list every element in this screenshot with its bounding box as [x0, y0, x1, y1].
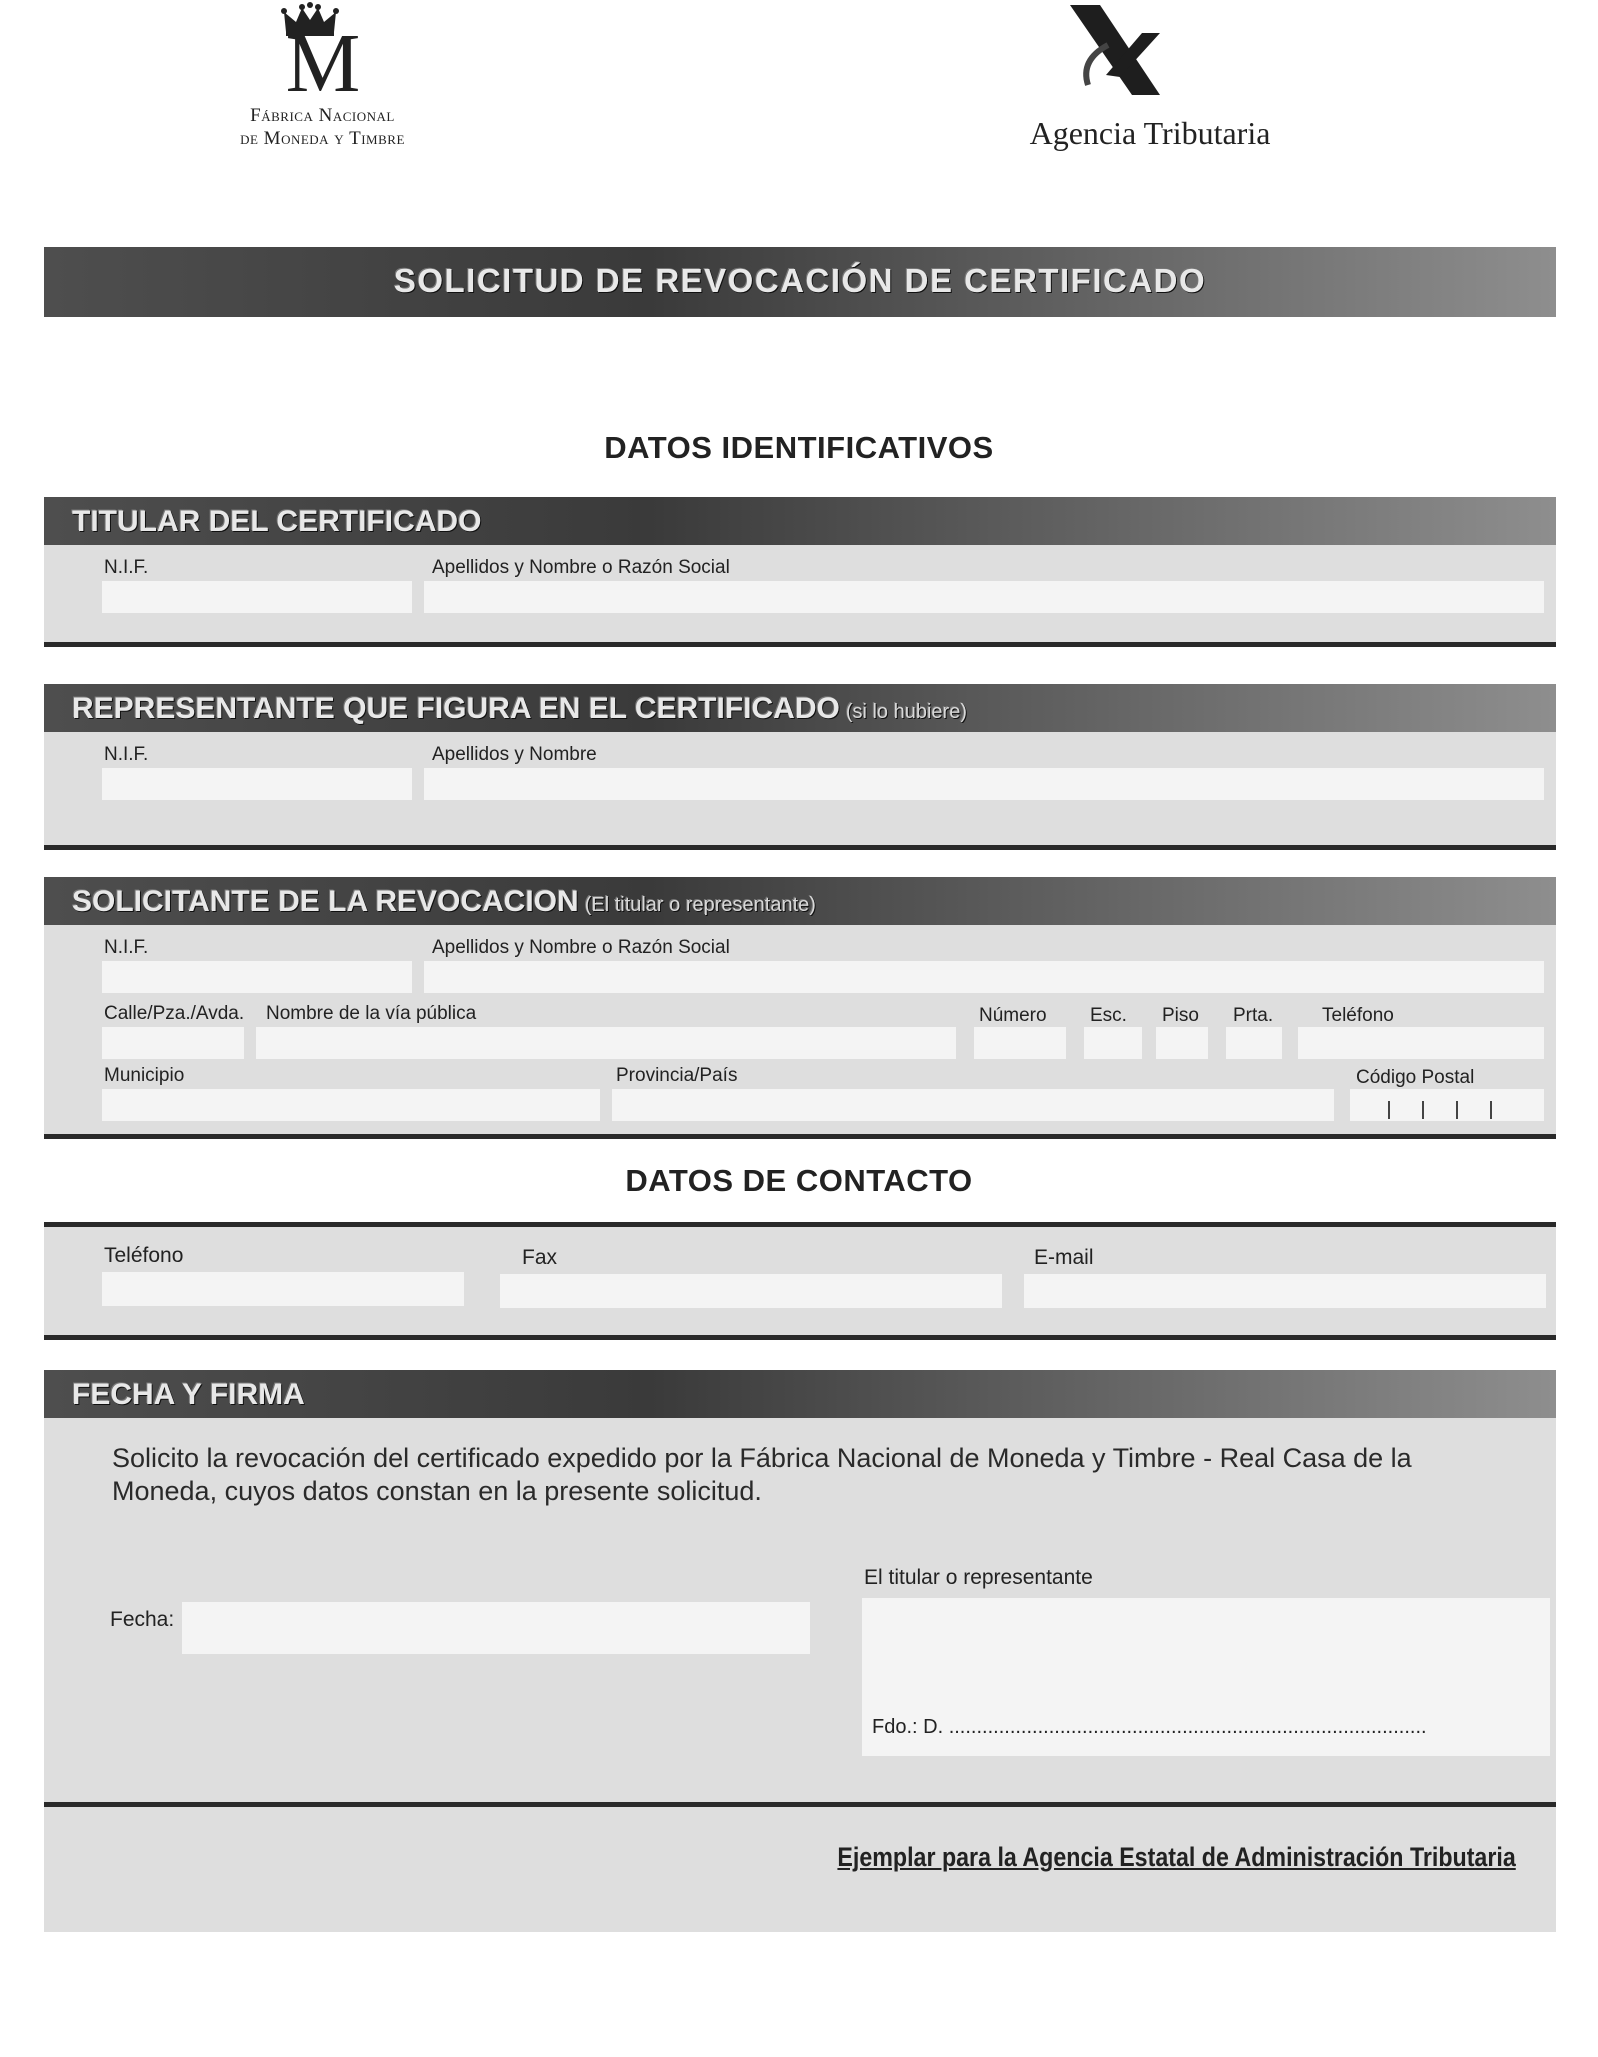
esc-label: Esc.: [1090, 1005, 1127, 1026]
divider: [44, 1222, 1556, 1227]
solicitante-phone-label: Teléfono: [1322, 1005, 1394, 1026]
prta-field[interactable]: [1226, 1027, 1282, 1059]
postal-digit-tick: [1456, 1101, 1458, 1119]
agency-emblem-icon: [1050, 5, 1190, 95]
municipio-label: Municipio: [104, 1065, 185, 1086]
prta-label: Prta.: [1233, 1005, 1274, 1026]
representante-nif-label: N.I.F.: [104, 744, 149, 765]
representante-title: REPRESENTANTE QUE FIGURA EN EL CERTIFICADO: [72, 692, 840, 725]
postal-digit-tick: [1422, 1101, 1424, 1119]
municipio-field[interactable]: [102, 1089, 600, 1121]
datos-identificativos-heading: DATOS IDENTIFICATIVOS: [604, 430, 994, 465]
street-type-field[interactable]: [102, 1027, 244, 1059]
titular-nif-label: N.I.F.: [104, 557, 149, 578]
representante-name-label: Apellidos y Nombre: [432, 744, 597, 765]
titular-name-field[interactable]: [424, 581, 1544, 613]
provincia-field[interactable]: [612, 1089, 1334, 1121]
signer-label: El titular o representante: [864, 1566, 1093, 1589]
fecha-firma-title: FECHA Y FIRMA: [72, 1378, 305, 1411]
form-title-bar: [44, 247, 1556, 317]
divider: [44, 845, 1556, 850]
solicitante-title: SOLICITANTE DE LA REVOCACION: [72, 885, 579, 918]
representante-nif-field[interactable]: [102, 768, 412, 800]
representante-panel: [44, 684, 1556, 850]
postal-label: Código Postal: [1356, 1067, 1475, 1088]
provincia-label: Provincia/País: [616, 1065, 738, 1086]
contact-email-label: E-mail: [1034, 1246, 1094, 1269]
contact-phone-field[interactable]: [102, 1272, 464, 1306]
piso-label: Piso: [1162, 1005, 1199, 1026]
fecha-firma-bar: [44, 1370, 1556, 1418]
agency-name: Agencia Tributaria: [1029, 115, 1271, 151]
esc-field[interactable]: [1084, 1027, 1142, 1059]
representante-subtitle: (si lo hubiere): [845, 701, 967, 723]
divider: [44, 642, 1556, 647]
street-type-label: Calle/Pza./Avda.: [104, 1003, 245, 1024]
postal-digit-tick: [1490, 1101, 1492, 1119]
postal-field[interactable]: [1350, 1089, 1544, 1121]
representante-name-field[interactable]: [424, 768, 1544, 800]
fecha-firma-panel: [44, 1370, 1556, 1932]
date-label: Fecha:: [110, 1608, 175, 1631]
revocation-statement: Solicito la revocación del certificado expedido por la Fábrica Nacional de Moneda y Timbre - Real Casa de la Moneda, cuyos datos constan en la presente solicitud.: [112, 1443, 1412, 1506]
date-field[interactable]: [182, 1602, 810, 1654]
solicitante-name-field[interactable]: [424, 961, 1544, 993]
contact-fax-label: Fax: [522, 1246, 558, 1269]
representante-bar: [44, 684, 1556, 732]
solicitante-nif-field[interactable]: [102, 961, 412, 993]
footer-copy-label: Ejemplar para la Agencia Estatal de Administración Tributaria: [837, 1842, 1516, 1872]
fnmt-logo: [195, 0, 465, 160]
datos-contacto-heading: DATOS DE CONTACTO: [625, 1163, 973, 1198]
contact-fax-field[interactable]: [500, 1274, 1002, 1308]
form-title: SOLICITUD DE REVOCACIÓN DE CERTIFICADO: [393, 262, 1207, 299]
contact-email-field[interactable]: [1024, 1274, 1546, 1308]
solicitante-bar: [44, 877, 1556, 925]
titular-panel: [44, 497, 1556, 647]
divider: [44, 1335, 1556, 1340]
solicitante-panel: [44, 877, 1556, 1139]
number-label: Número: [979, 1005, 1047, 1026]
signature-area[interactable]: [862, 1598, 1550, 1756]
divider: [44, 1802, 1556, 1807]
titular-nif-field[interactable]: [102, 581, 412, 613]
number-field[interactable]: [974, 1027, 1066, 1059]
titular-name-label: Apellidos y Nombre o Razón Social: [432, 557, 730, 578]
fnmt-monogram: M: [285, 17, 361, 110]
contact-phone-label: Teléfono: [104, 1244, 184, 1267]
solicitante-subtitle: (El titular o representante): [584, 894, 816, 916]
piso-field[interactable]: [1156, 1027, 1208, 1059]
titular-bar: [44, 497, 1556, 545]
signed-by-line: Fdo.: D. ......................................................................................: [872, 1716, 1427, 1738]
agencia-tributaria-logo: [990, 5, 1310, 155]
street-name-field[interactable]: [256, 1027, 956, 1059]
solicitante-nif-label: N.I.F.: [104, 937, 149, 958]
street-name-label: Nombre de la vía pública: [266, 1003, 477, 1024]
solicitante-phone-field[interactable]: [1298, 1027, 1544, 1059]
fnmt-name: Fábrica Nacional de Moneda y Timbre: [240, 105, 405, 149]
contacto-panel: [44, 1222, 1556, 1340]
solicitante-name-label: Apellidos y Nombre o Razón Social: [432, 937, 730, 958]
titular-title: TITULAR DEL CERTIFICADO: [72, 505, 482, 538]
postal-digit-tick: [1388, 1101, 1390, 1119]
divider: [44, 1134, 1556, 1139]
